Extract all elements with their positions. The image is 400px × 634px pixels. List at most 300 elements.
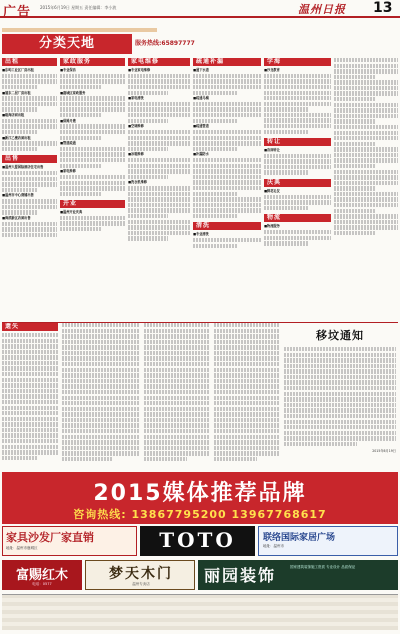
notice-text [62, 368, 140, 372]
ad-text [193, 74, 261, 78]
ad-headline: ■冰箱维修 [128, 152, 144, 157]
column-2 [60, 58, 125, 320]
notice-text [62, 412, 140, 416]
ad-text [2, 141, 57, 145]
notice-text [214, 340, 280, 344]
notices-column-2 [62, 323, 140, 469]
ad-text [334, 136, 398, 140]
ad-text [334, 186, 376, 190]
ad-text [128, 225, 190, 229]
notice-text [284, 392, 396, 396]
notice-text [284, 420, 396, 424]
ad-headline: ■家电清洗 [128, 96, 144, 101]
ad-row [2, 560, 398, 590]
ad-headline: ■物流服务 [264, 224, 280, 229]
notice-text [284, 436, 396, 440]
service-hotline: 服务热线:65897777 [135, 40, 195, 47]
notice-text [62, 457, 113, 461]
notice-text [62, 423, 140, 427]
notice-text [284, 375, 396, 379]
ad-text [334, 153, 398, 157]
notice-text [214, 412, 280, 416]
ad-text [128, 147, 168, 151]
banner-phone: 咨询热线: 13867795200 13967768617 [73, 508, 327, 521]
ad-headline: ■补漏防水 [193, 152, 209, 157]
classified-ad [60, 91, 125, 96]
ad-text [128, 113, 190, 117]
notice-text [2, 439, 58, 443]
notice-text [214, 362, 280, 366]
ad-text [128, 85, 190, 89]
ad-text [60, 107, 125, 111]
classified-ad [2, 113, 57, 118]
ad-text [264, 102, 331, 106]
ad-text [128, 192, 190, 196]
ad-text [128, 119, 168, 123]
classified-ad [2, 68, 57, 73]
ad-text [193, 119, 237, 123]
classified-ad [60, 119, 125, 124]
bottom-ad-strip [2, 594, 398, 630]
ad-text [193, 130, 261, 134]
decoration-ad [198, 560, 398, 590]
ad-text [264, 165, 331, 169]
notice-text [2, 339, 58, 343]
section-title: 广告 [3, 5, 32, 20]
ad-text [193, 169, 261, 173]
notice-text [2, 350, 58, 354]
ad-text [334, 69, 398, 73]
classified-ad [2, 136, 57, 141]
notice-text [284, 358, 396, 362]
ad-text [193, 164, 261, 168]
home-plaza-ad [258, 526, 398, 556]
notice-text [62, 429, 140, 433]
notice-text [284, 397, 396, 401]
ad-text [60, 186, 125, 190]
ad-text [193, 107, 261, 111]
classified-ad [264, 148, 331, 153]
ad-headline: ■新江乙楼店面出租 [2, 135, 31, 140]
ad-text [264, 124, 331, 128]
ad-text [334, 203, 398, 207]
notice-text [144, 435, 210, 439]
notice-text [144, 351, 210, 355]
notice-text [62, 351, 140, 355]
grave-relocation-notice [284, 323, 396, 469]
ad-text [193, 238, 261, 242]
ad-headline: ■空调维修 [128, 124, 144, 129]
ad-text [193, 180, 261, 184]
ad-headline: ■鲜花礼仪 [264, 188, 280, 193]
redwood-ad-phone: 电话：0577 [32, 582, 52, 586]
notice-text [214, 323, 280, 327]
ad-text [193, 192, 237, 196]
ad-text [128, 130, 190, 134]
notice-text [2, 433, 58, 437]
ad-text [193, 244, 237, 248]
ad-text [334, 119, 376, 123]
notice-text [2, 445, 58, 449]
classified-ad [128, 152, 190, 157]
classified-ad [128, 180, 190, 185]
section-header: 出租 [2, 58, 57, 66]
display-ads [2, 472, 398, 632]
notice-text [284, 414, 396, 418]
section-header: 疏通补漏 [193, 58, 261, 66]
notice-text [2, 406, 58, 410]
ad-text [334, 103, 398, 107]
ad-text [2, 107, 38, 111]
ad-headline: ■东屿工业区厂房出租 [2, 68, 34, 72]
notice-text [62, 418, 140, 422]
notice-text [144, 340, 210, 344]
classified-ad [128, 96, 190, 101]
ad-text [193, 147, 237, 151]
ad-text [60, 221, 125, 225]
decoration-ad-sub: 国家建筑装饰施工资质 专业设计 品质保证 [290, 565, 356, 569]
notice-text [284, 380, 396, 384]
door-ad-title: 梦天木门 [109, 566, 173, 582]
ad-text [2, 188, 38, 192]
ad-headline: ■沙龙教育 [264, 68, 280, 72]
ad-text [60, 124, 125, 128]
notice-text [284, 386, 396, 390]
ad-text [60, 96, 125, 100]
ad-text [264, 91, 331, 95]
ad-text [334, 181, 398, 185]
ad-text [193, 113, 261, 117]
classified-ad [193, 152, 261, 157]
home-plaza-title: 联络国际家居广场 [263, 533, 336, 543]
notice-text [62, 396, 140, 400]
notice-text [144, 401, 210, 405]
notice-text [144, 384, 210, 388]
ad-text [193, 79, 261, 83]
section-header: 出售 [2, 155, 57, 163]
notice-text [214, 451, 280, 455]
ad-text [264, 130, 308, 134]
ad-text [2, 227, 57, 231]
notice-text [214, 379, 280, 383]
ad-text [193, 203, 261, 207]
section-header: 家政服务 [60, 58, 125, 66]
classified-ad [128, 124, 190, 129]
notice-text [2, 400, 58, 404]
ad-text [334, 192, 398, 196]
notice-text [144, 368, 210, 372]
ad-text [334, 64, 398, 68]
ad-text [193, 91, 237, 95]
notice-text [214, 384, 280, 388]
ad-row [2, 526, 398, 556]
ad-text [128, 175, 168, 179]
ad-text [60, 79, 125, 83]
home-plaza-address: 地址：温州市 [263, 544, 284, 548]
classified-ad [264, 68, 331, 73]
ad-text [2, 199, 57, 203]
notice-text [214, 435, 280, 439]
classified-ad [2, 91, 57, 96]
notice-text [62, 345, 140, 349]
ad-text [264, 206, 308, 210]
notice-text [214, 334, 280, 338]
banner-title: 2015媒体推荐品牌 [93, 481, 307, 506]
ad-text [128, 102, 190, 106]
ad-text [193, 214, 237, 218]
ad-text [2, 182, 57, 186]
ad-text [334, 91, 398, 95]
ad-text [128, 208, 190, 212]
notice-text [62, 390, 140, 394]
ad-headline: ■保姆月嫂 [60, 118, 76, 123]
notice-title: 移坟通知 [316, 329, 364, 342]
masthead [0, 0, 400, 18]
ad-text [128, 74, 190, 78]
ad-text [60, 85, 102, 89]
notice-text [214, 457, 257, 461]
ad-text [193, 85, 261, 89]
notice-text [144, 423, 210, 427]
notice-text [214, 356, 280, 360]
notice-text [214, 329, 280, 333]
ad-headline: ■温州开业庆典 [60, 210, 83, 215]
ad-text [60, 136, 102, 140]
classified-ad [193, 124, 261, 129]
notice-text [144, 440, 210, 444]
ad-text [334, 80, 398, 84]
ad-text [60, 227, 102, 231]
ad-text [128, 236, 168, 240]
ad-text [128, 169, 190, 173]
ad-text [264, 159, 331, 163]
section-header: 遗失 [2, 323, 58, 331]
ad-text [128, 214, 168, 218]
classified-ad [2, 193, 57, 198]
ad-text [2, 177, 57, 181]
notice-text [2, 389, 58, 393]
notices-column-3 [144, 323, 210, 469]
ad-headline: ■海滨新区店面出售 [2, 215, 31, 220]
ad-text [60, 175, 125, 179]
decorative-band [2, 28, 157, 32]
section-header: 家电维修 [128, 58, 190, 66]
notice-text [2, 450, 58, 454]
notice-text [214, 401, 280, 405]
ad-text [2, 124, 57, 128]
classified-ad [193, 96, 261, 101]
section-header: 学海 [264, 58, 331, 66]
ad-text [334, 131, 398, 135]
ad-text [128, 164, 190, 168]
classified-ad [264, 189, 331, 194]
notice-text [2, 344, 58, 348]
notice-text [62, 334, 140, 338]
notice-text [144, 418, 210, 422]
ad-text [128, 158, 190, 162]
ad-headline: ■鹿城区家政服务 [60, 90, 86, 95]
classified-ad [193, 232, 261, 237]
classified-banner: 分类天地 [2, 34, 132, 54]
notice-text [2, 378, 58, 382]
ad-text [193, 208, 261, 212]
ad-text [334, 125, 398, 129]
notice-text [214, 345, 280, 349]
ad-text [2, 222, 57, 226]
toto-ad [140, 526, 255, 556]
ad-headline: ■温州大厦国际酒店住宅出售 [2, 165, 44, 170]
notice-text [214, 373, 280, 377]
ad-text [334, 170, 398, 174]
ad-text [128, 197, 190, 201]
notice-text [144, 323, 210, 327]
ad-headline: ■洗衣机维修 [128, 180, 147, 185]
notice-text [62, 329, 140, 333]
ad-text [334, 75, 376, 79]
column-1 [2, 58, 57, 320]
notice-text [144, 356, 210, 360]
column-4 [193, 58, 261, 320]
ad-text [334, 114, 398, 118]
notice-text [2, 366, 58, 370]
ad-text [264, 118, 331, 122]
notice-text [214, 440, 280, 444]
ad-headline: ■浦东二层厂房出租 [2, 90, 31, 95]
notice-text [62, 401, 140, 405]
ad-text [193, 141, 261, 145]
notice-text [62, 451, 140, 455]
notices-column-4 [214, 323, 280, 469]
ad-text [128, 91, 168, 95]
ad-text [334, 220, 398, 224]
notice-text [144, 412, 210, 416]
classified-ad [60, 169, 125, 174]
notice-text [144, 390, 210, 394]
notice-text [2, 333, 58, 337]
notice-text [284, 364, 396, 368]
ad-text [264, 79, 331, 83]
ad-text [128, 141, 190, 145]
notice-text [214, 407, 280, 411]
ad-text [2, 171, 57, 175]
classified-ad [60, 141, 125, 146]
notice-text [284, 403, 396, 407]
redwood-ad [2, 560, 82, 590]
ad-text [264, 113, 331, 117]
notice-text [62, 356, 140, 360]
ad-text [334, 231, 376, 235]
ad-text [60, 216, 125, 220]
ad-headline: ■通下水道 [193, 68, 209, 72]
notice-text [144, 373, 210, 377]
section-header: 庆典 [264, 179, 331, 187]
ad-text [334, 108, 398, 112]
notice-text [144, 446, 210, 450]
media-brand-banner [2, 472, 398, 524]
ad-text [2, 96, 57, 100]
ad-text [2, 79, 57, 83]
notice-text [284, 442, 357, 446]
ad-text [334, 214, 398, 218]
ad-headline: ■疏通管道 [193, 124, 209, 129]
notice-text [144, 334, 210, 338]
ad-text [60, 113, 102, 117]
decoration-ad-title: 丽园装饰 [204, 566, 277, 585]
notice-text [62, 379, 140, 383]
ad-text [264, 195, 331, 199]
ad-text [264, 96, 331, 100]
ad-text [128, 107, 190, 111]
notice-text [214, 351, 280, 355]
ad-text [334, 97, 376, 101]
ad-text [334, 164, 376, 168]
ad-text [264, 236, 331, 240]
page-number: 13 [373, 0, 393, 16]
ad-text [264, 107, 308, 111]
classified-ad [193, 68, 261, 73]
ad-text [128, 186, 190, 190]
ad-text [193, 136, 261, 140]
notice-text [214, 368, 280, 372]
ad-headline: ■管道疏通 [60, 141, 76, 146]
notice-text [284, 408, 396, 412]
ad-text [2, 74, 57, 78]
ad-text [60, 152, 125, 156]
notice-text [2, 417, 58, 421]
ad-headline: ■温州市中心商铺出售 [2, 193, 34, 198]
notice-text [284, 431, 396, 435]
toto-logo: TOTO [159, 528, 236, 552]
ad-text [128, 203, 190, 207]
ad-text [60, 192, 102, 196]
furniture-ad-address: 地址：温州市鹿城区 [6, 546, 38, 550]
ad-headline: ■疏通马桶 [193, 96, 209, 101]
ad-headline: ■家电维修 [60, 169, 76, 174]
notice-signature: 2015年6月19日 [372, 449, 396, 454]
notice-text [144, 362, 210, 366]
notice-text [2, 428, 58, 432]
section-header: 转让 [264, 138, 331, 146]
notice-text [62, 384, 140, 388]
door-ad [85, 560, 195, 590]
notice-text [62, 407, 140, 411]
ad-text [334, 86, 398, 90]
ad-text [128, 231, 190, 235]
ad-text [334, 209, 376, 213]
ad-text [193, 186, 261, 190]
notice-text [284, 353, 396, 357]
column-3 [128, 58, 190, 320]
ad-text [334, 197, 398, 201]
ad-text [193, 158, 261, 162]
ad-text [334, 225, 398, 229]
notice-text [144, 429, 210, 433]
notice-text [214, 429, 280, 433]
ad-text [60, 164, 102, 168]
issue-date: 2015年6月19日 星期五 责任编辑：李小波 [40, 5, 117, 10]
furniture-ad [2, 526, 137, 556]
notice-text [284, 347, 396, 351]
ad-text [2, 205, 57, 209]
notice-text [62, 446, 140, 450]
ad-text [128, 136, 190, 140]
classified-ad [2, 216, 57, 221]
notice-text [214, 390, 280, 394]
notice-text [2, 422, 58, 426]
column-5 [264, 58, 331, 320]
ad-text [128, 220, 190, 224]
ad-text [264, 241, 308, 245]
